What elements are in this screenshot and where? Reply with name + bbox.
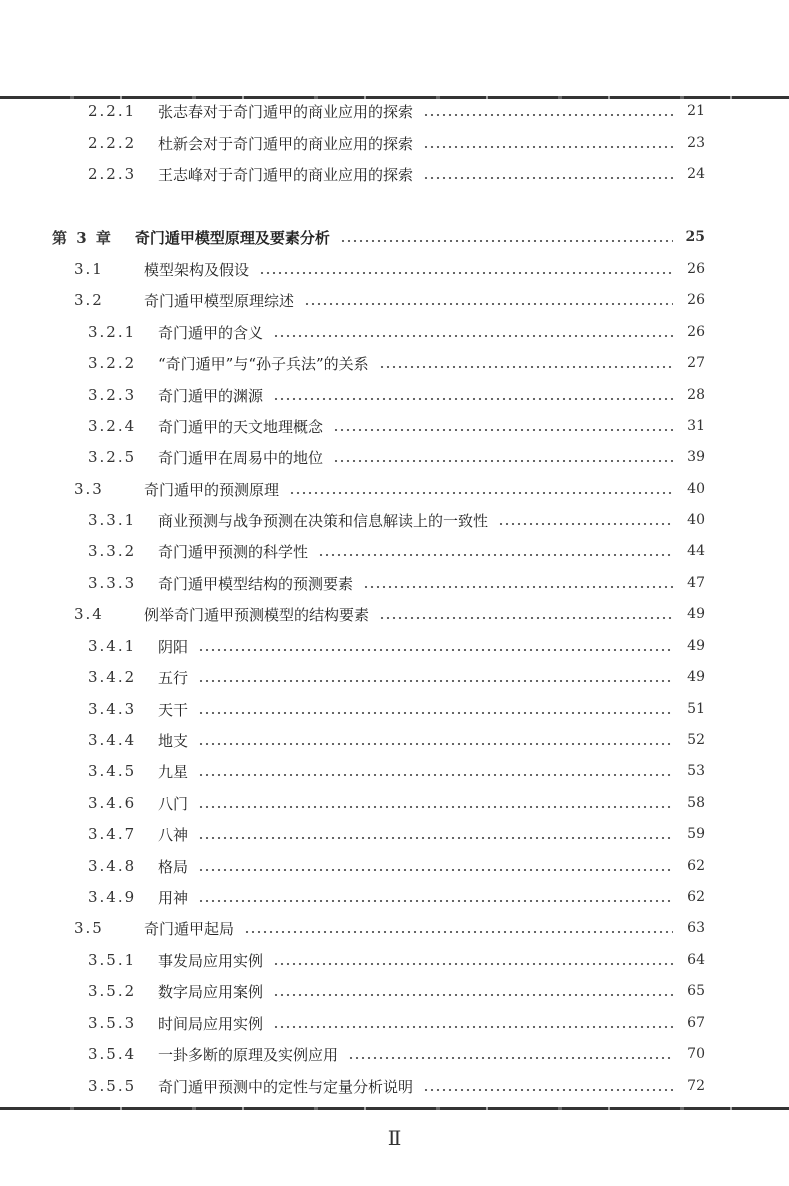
toc-dot-leader <box>273 994 673 996</box>
toc-entry[interactable] <box>74 478 705 500</box>
toc-entry[interactable] <box>88 352 705 374</box>
toc-entry-number: 3.3.1 <box>88 511 137 529</box>
toc-entry-number: 3.2.5 <box>88 448 137 466</box>
toc-dot-leader <box>498 523 673 525</box>
toc-entry-number: 3.2.4 <box>88 417 137 435</box>
toc-entry-number: 2.2.2 <box>88 134 137 152</box>
toc-entry-number: 3.4.5 <box>88 762 137 780</box>
toc-entry-number: 3.4.1 <box>88 637 137 655</box>
toc-entry-page: 51 <box>687 701 705 717</box>
toc-entry-title: 用神 <box>158 888 189 907</box>
toc-entry-title: 奇门遁甲模型原理综述 <box>144 291 295 310</box>
toc-entry[interactable] <box>88 163 705 185</box>
toc-entry-page: 21 <box>687 103 705 119</box>
toc-entry-number: 3.3 <box>74 480 104 498</box>
toc-entry-number: 3.5.1 <box>88 951 137 969</box>
toc-entry-page: 23 <box>687 135 705 151</box>
toc-entry-page: 65 <box>687 983 705 999</box>
toc-dot-leader <box>273 1026 673 1028</box>
toc-entry[interactable] <box>88 886 705 908</box>
toc-entry-page: 25 <box>685 229 705 245</box>
toc-entry[interactable] <box>88 384 705 406</box>
toc-dot-leader <box>340 240 673 242</box>
toc-entry-title: 八门 <box>158 794 189 813</box>
toc-entry-number: 3.4.8 <box>88 857 137 875</box>
toc-entry-number: 3.4.7 <box>88 825 137 843</box>
toc-dot-leader <box>273 335 673 337</box>
toc-entry-title: 模型架构及假设 <box>144 260 250 279</box>
toc-entry[interactable] <box>52 226 705 248</box>
toc-entry-title: 奇门遁甲的天文地理概念 <box>158 417 324 436</box>
toc-entry-page: 49 <box>687 669 705 685</box>
toc-entry-page: 64 <box>687 952 705 968</box>
toc-entry-page: 47 <box>687 575 705 591</box>
toc-entry-title: 张志春对于奇门遁甲的商业应用的探索 <box>158 102 414 121</box>
toc-entry[interactable] <box>88 666 705 688</box>
toc-entry[interactable] <box>88 729 705 751</box>
toc-entry[interactable] <box>88 949 705 971</box>
toc-entry-title: 奇门遁甲的预测原理 <box>144 480 280 499</box>
toc-entry-page: 59 <box>687 826 705 842</box>
toc-entry-page: 24 <box>687 166 705 182</box>
toc-entry-number: 3.4.2 <box>88 668 137 686</box>
bottom-rule <box>0 1107 789 1110</box>
toc-entry[interactable] <box>88 321 705 343</box>
toc-dot-leader <box>363 586 673 588</box>
toc-dot-leader <box>318 554 673 556</box>
toc-entry-number: 2.2.1 <box>88 102 137 120</box>
toc-entry-number: 3.2.1 <box>88 323 137 341</box>
toc-dot-leader <box>198 837 673 839</box>
toc-dot-leader <box>198 900 673 902</box>
toc-entry-number: 3.5.4 <box>88 1045 137 1063</box>
toc-entry-title: 奇门遁甲的渊源 <box>158 386 264 405</box>
toc-entry[interactable] <box>88 635 705 657</box>
toc-dot-leader <box>198 774 673 776</box>
page-number: Ⅱ <box>387 1126 402 1150</box>
toc-entry[interactable] <box>88 1012 705 1034</box>
toc-entry[interactable] <box>88 1075 705 1097</box>
toc-dot-leader <box>289 492 673 494</box>
toc-entry-number: 3.4.9 <box>88 888 137 906</box>
toc-entry[interactable] <box>74 258 705 280</box>
toc-dot-leader <box>198 743 673 745</box>
toc-dot-leader <box>379 617 673 619</box>
toc-entry-title: 九星 <box>158 762 189 781</box>
toc-dot-leader <box>333 460 673 462</box>
toc-dot-leader <box>259 272 673 274</box>
toc-entry-title: 数字局应用案例 <box>158 982 264 1001</box>
toc-entry-page: 44 <box>687 543 705 559</box>
toc-entry-title: 八神 <box>158 825 189 844</box>
toc-dot-leader <box>198 649 673 651</box>
toc-entry-page: 62 <box>687 858 705 874</box>
toc-entry-page: 58 <box>687 795 705 811</box>
toc-dot-leader <box>423 146 673 148</box>
toc-entry-page: 70 <box>687 1046 705 1062</box>
toc-entry-number: 3.4.6 <box>88 794 137 812</box>
toc-entry-title: 时间局应用实例 <box>158 1014 264 1033</box>
toc-entry-title: 一卦多断的原理及实例应用 <box>158 1045 339 1064</box>
toc-dot-leader <box>198 712 673 714</box>
toc-entry[interactable] <box>88 415 705 437</box>
toc-entry-title: 格局 <box>158 857 189 876</box>
toc-entry-number: 3.4 <box>74 605 104 623</box>
toc-entry-title: 地支 <box>158 731 189 750</box>
toc-entry-page: 67 <box>687 1015 705 1031</box>
toc-entry[interactable] <box>88 540 705 562</box>
toc-entry-title: 例举奇门遁甲预测模型的结构要素 <box>144 605 370 624</box>
toc-entry-number: 3.3.3 <box>88 574 137 592</box>
toc-entry-page: 28 <box>687 387 705 403</box>
toc-entry-number: 3.5.3 <box>88 1014 137 1032</box>
toc-entry[interactable] <box>74 917 705 939</box>
toc-entry[interactable] <box>74 603 705 625</box>
toc-entry-page: 62 <box>687 889 705 905</box>
toc-entry[interactable] <box>88 823 705 845</box>
toc-entry-title: 王志峰对于奇门遁甲的商业应用的探索 <box>158 165 414 184</box>
toc-entry-number: 3.5.2 <box>88 982 137 1000</box>
toc-entry-title: 奇门遁甲在周易中的地位 <box>158 448 324 467</box>
toc-entry-number: 3.5.5 <box>88 1077 137 1095</box>
toc-entry-title: 奇门遁甲的含义 <box>158 323 264 342</box>
toc-entry-number: 3.4.4 <box>88 731 137 749</box>
toc-entry-number: 3.4.3 <box>88 700 137 718</box>
toc-entry-page: 26 <box>687 261 705 277</box>
toc-entry-page: 27 <box>687 355 705 371</box>
toc-entry-page: 52 <box>687 732 705 748</box>
toc-entry[interactable] <box>74 289 705 311</box>
toc-entry-title: 天干 <box>158 700 189 719</box>
toc-entry[interactable] <box>88 446 705 468</box>
toc-entry-number: 3.3.2 <box>88 542 137 560</box>
toc-entry-page: 49 <box>687 638 705 654</box>
toc-entry-page: 63 <box>687 920 705 936</box>
toc-dot-leader <box>423 1089 673 1091</box>
toc-entry-title: 奇门遁甲起局 <box>144 919 235 938</box>
toc-entry[interactable] <box>88 760 705 782</box>
toc-entry-page: 53 <box>687 763 705 779</box>
toc-entry-number: 3.1 <box>74 260 104 278</box>
toc-entry[interactable] <box>88 980 705 1002</box>
toc-entry-number: 3.2 <box>74 291 104 309</box>
toc-entry-number: 第 3 章 <box>52 228 113 247</box>
toc-dot-leader <box>273 963 673 965</box>
toc-entry[interactable] <box>88 572 705 594</box>
toc-entry-page: 40 <box>687 512 705 528</box>
toc-entry-page: 40 <box>687 481 705 497</box>
toc-entry-page: 26 <box>687 324 705 340</box>
toc-dot-leader <box>348 1057 673 1059</box>
toc-entry-title: 奇门遁甲预测中的定性与定量分析说明 <box>158 1077 414 1096</box>
toc-entry-title: 奇门遁甲模型原理及要素分析 <box>134 228 330 247</box>
toc-dot-leader <box>333 429 673 431</box>
toc-dot-leader <box>244 931 673 933</box>
toc-dot-leader <box>198 869 673 871</box>
toc-dot-leader <box>423 114 673 116</box>
toc-entry-page: 31 <box>687 418 705 434</box>
toc-entry[interactable] <box>88 855 705 877</box>
toc-entry[interactable] <box>88 100 705 122</box>
toc-entry-title: 五行 <box>158 668 189 687</box>
toc-entry[interactable] <box>88 698 705 720</box>
toc-entry[interactable] <box>88 792 705 814</box>
toc-entry-title: 杜新会对于奇门遁甲的商业应用的探索 <box>158 134 414 153</box>
toc-entry-number: 2.2.3 <box>88 165 137 183</box>
toc-entry[interactable] <box>88 132 705 154</box>
toc-entry-title: 商业预测与战争预测在决策和信息解读上的一致性 <box>158 511 489 530</box>
toc-entry[interactable] <box>88 1043 705 1065</box>
toc-entry-title: 事发局应用实例 <box>158 951 264 970</box>
toc-entry-page: 39 <box>687 449 705 465</box>
toc-entry-title: “奇门遁甲”与“孙子兵法”的关系 <box>158 354 369 373</box>
toc-entry-title: 阴阳 <box>158 637 189 656</box>
toc-dot-leader <box>379 366 673 368</box>
toc-dot-leader <box>273 398 673 400</box>
toc-dot-leader <box>423 177 673 179</box>
toc-entry-number: 3.5 <box>74 919 104 937</box>
toc-entry-number: 3.2.3 <box>88 386 137 404</box>
toc-dot-leader <box>198 806 673 808</box>
toc-entry-number: 3.2.2 <box>88 354 137 372</box>
toc-entry-page: 49 <box>687 606 705 622</box>
toc-entry-page: 72 <box>687 1078 705 1094</box>
top-rule <box>0 96 789 99</box>
toc-dot-leader <box>304 303 673 305</box>
toc-entry-title: 奇门遁甲模型结构的预测要素 <box>158 574 354 593</box>
toc-entry-page: 26 <box>687 292 705 308</box>
toc-entry[interactable] <box>88 509 705 531</box>
toc-entry-title: 奇门遁甲预测的科学性 <box>158 542 309 561</box>
toc-dot-leader <box>198 680 673 682</box>
